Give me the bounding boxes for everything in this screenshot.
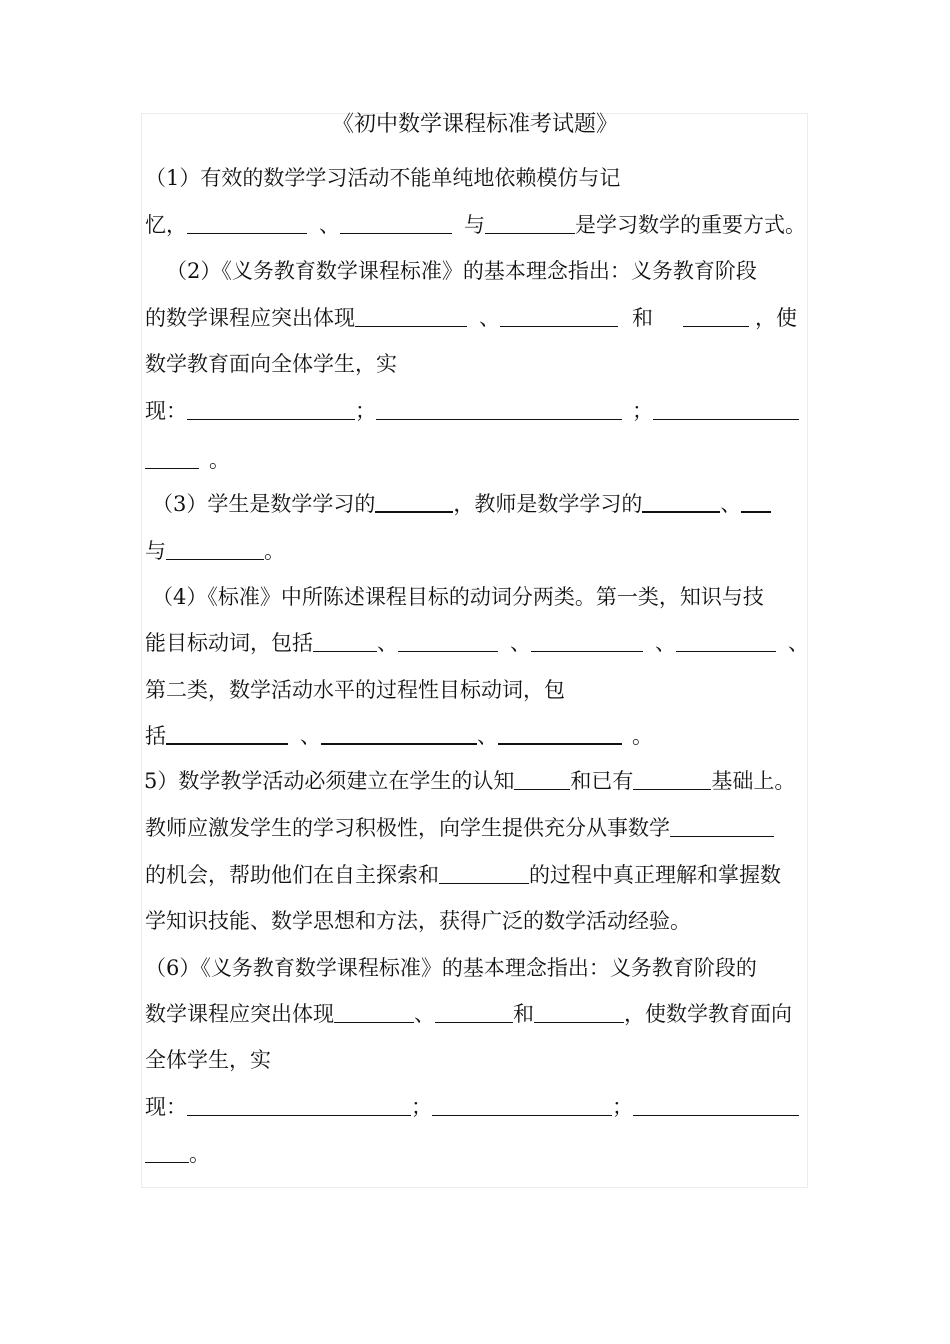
blank-field[interactable] bbox=[683, 306, 749, 327]
blank-field[interactable] bbox=[676, 631, 776, 652]
blank-field[interactable] bbox=[498, 723, 622, 745]
q5-line-1: 5）数学教学活动必须建立在学生的认知 和已有 基础上。 bbox=[144, 769, 796, 793]
q6-line-5: 。 bbox=[145, 1139, 210, 1169]
q6-line-1: （6）《义务教育数学课程标准》的基本理念指出：义务教育阶段的 bbox=[145, 956, 757, 980]
q6-line-4: 现： ； ； bbox=[145, 1092, 799, 1122]
blank-field[interactable] bbox=[398, 631, 498, 652]
blank-field[interactable] bbox=[439, 863, 529, 884]
blank-field[interactable] bbox=[355, 306, 467, 327]
page-title: 《初中数学课程标准考试题》 bbox=[331, 112, 618, 137]
blank-field[interactable] bbox=[313, 631, 377, 652]
q3-line-1: （3）学生是数学学习的 ，教师是数学学习的 、 bbox=[152, 489, 771, 519]
blank-field[interactable] bbox=[642, 491, 720, 513]
q3-line-2: 与 。 bbox=[145, 539, 285, 563]
q6-line-2: 数学课程应突出体现 、 和 ，使数学教育面向 bbox=[145, 1002, 792, 1026]
blank-field[interactable] bbox=[653, 399, 799, 420]
blank-field[interactable] bbox=[334, 1002, 414, 1023]
q5-line-4: 学知识技能、数学思想和方法，获得广泛的数学活动经验。 bbox=[145, 909, 691, 933]
blank-field[interactable] bbox=[145, 1142, 189, 1163]
blank-field[interactable] bbox=[670, 816, 774, 837]
q5-line-2: 教师应激发学生的学习积极性，向学生提供充分从事数学 bbox=[145, 813, 774, 843]
blank-field[interactable] bbox=[145, 448, 199, 469]
blank-field[interactable] bbox=[633, 769, 711, 790]
q4-line-4: 括 、 、 。 bbox=[145, 724, 653, 748]
q4-line-1: （4）《标准》中所陈述课程目标的动词分两类。第一类，知识与技 bbox=[152, 585, 764, 609]
q2-line-2: 的数学课程应突出体现 、 和 ，使 bbox=[145, 306, 797, 330]
blank-field[interactable] bbox=[500, 306, 618, 327]
blank-field[interactable] bbox=[741, 491, 771, 513]
q4-line-3: 第二类，数学活动水平的过程性目标动词，包 bbox=[145, 678, 565, 702]
blank-field[interactable] bbox=[485, 213, 575, 234]
blank-field[interactable] bbox=[375, 491, 453, 513]
blank-field[interactable] bbox=[321, 723, 477, 745]
q1-line-2: 忆， 、 与 是学习数学的重要方式。 bbox=[145, 213, 806, 237]
blank-field[interactable] bbox=[187, 213, 307, 234]
blank-field[interactable] bbox=[633, 1095, 799, 1116]
q6-line-3: 全体学生，实 bbox=[145, 1048, 271, 1072]
blank-field[interactable] bbox=[166, 723, 288, 745]
q1-line-1: （1）有效的数学学习活动不能单纯地依赖模仿与记 bbox=[145, 166, 621, 190]
blank-field[interactable] bbox=[187, 1095, 411, 1116]
blank-field[interactable] bbox=[514, 769, 570, 790]
q2-line-4: 现： ； ； bbox=[145, 396, 799, 426]
blank-field[interactable] bbox=[376, 399, 622, 420]
blank-field[interactable] bbox=[166, 539, 264, 560]
blank-field[interactable] bbox=[534, 1002, 624, 1023]
q2-line-5: 。 bbox=[145, 445, 230, 475]
q2-line-1: （2）《义务教育数学课程标准》的基本理念指出：义务教育阶段 bbox=[166, 259, 757, 283]
q5-line-3: 的机会，帮助他们在自主探索和 的过程中真正理解和掌握数 bbox=[145, 863, 781, 887]
blank-field[interactable] bbox=[187, 399, 355, 420]
blank-field[interactable] bbox=[435, 1002, 513, 1023]
blank-field[interactable] bbox=[531, 631, 643, 652]
q4-line-2: 能目标动词，包括 、 、 、 、 bbox=[145, 631, 809, 655]
blank-field[interactable] bbox=[340, 213, 452, 234]
q2-line-3: 数学教育面向全体学生，实 bbox=[145, 352, 397, 376]
blank-field[interactable] bbox=[432, 1095, 612, 1116]
